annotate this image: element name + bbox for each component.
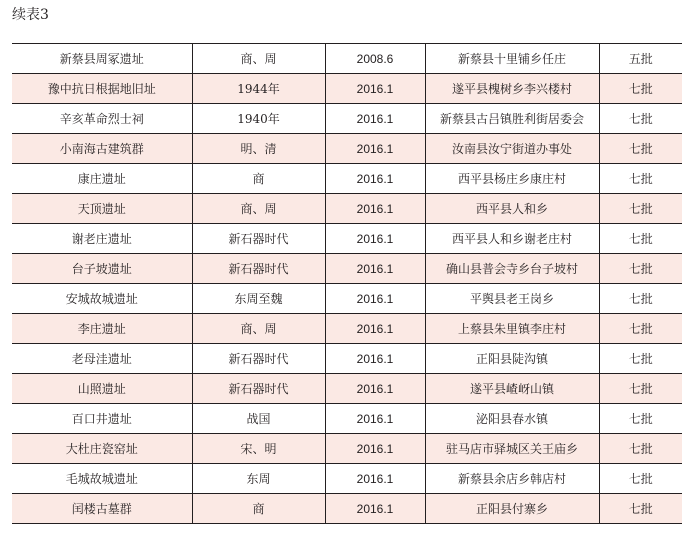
year-cell: 2016.1: [325, 224, 425, 254]
year-cell: 2016.1: [325, 284, 425, 314]
location-cell: 新蔡县余店乡韩店村: [425, 464, 599, 494]
location-cell: 遂平县嵖岈山镇: [425, 374, 599, 404]
era-cell: 商: [192, 494, 325, 524]
table-body: [12, 44, 682, 524]
era-cell: 东周至魏: [192, 284, 325, 314]
site-name-cell: 百口井遗址: [12, 404, 192, 434]
year-cell: 2016.1: [325, 254, 425, 284]
location-cell: 新蔡县十里铺乡任庄: [425, 44, 599, 74]
batch-cell: 七批: [599, 404, 682, 434]
site-name-cell: 谢老庄遗址: [12, 224, 192, 254]
year-cell: 2016.1: [325, 494, 425, 524]
batch-cell: 七批: [599, 194, 682, 224]
year-cell: 2016.1: [325, 434, 425, 464]
location-cell: 正阳县陡沟镇: [425, 344, 599, 374]
location-cell: 正阳县付寨乡: [425, 494, 599, 524]
era-cell: 新石器时代: [192, 344, 325, 374]
batch-cell: 七批: [599, 314, 682, 344]
site-name-cell: 台子坡遗址: [12, 254, 192, 284]
era-cell: 宋、明: [192, 434, 325, 464]
site-name-cell: 豫中抗日根据地旧址: [12, 74, 192, 104]
site-name-cell: 辛亥革命烈士祠: [12, 104, 192, 134]
year-cell: 2016.1: [325, 74, 425, 104]
location-cell: 西平县人和乡谢老庄村: [425, 224, 599, 254]
batch-cell: 五批: [599, 44, 682, 74]
site-name-cell: 山照遗址: [12, 374, 192, 404]
location-cell: 新蔡县古吕镇胜利街居委会: [425, 104, 599, 134]
table-row: [12, 224, 682, 254]
era-cell: 商、周: [192, 44, 325, 74]
table-row: [12, 254, 682, 284]
batch-cell: 七批: [599, 374, 682, 404]
table-row: [12, 374, 682, 404]
batch-cell: 七批: [599, 134, 682, 164]
batch-cell: 七批: [599, 494, 682, 524]
table-row: [12, 434, 682, 464]
batch-cell: 七批: [599, 224, 682, 254]
batch-cell: 七批: [599, 434, 682, 464]
table-row: [12, 494, 682, 524]
batch-cell: 七批: [599, 74, 682, 104]
location-cell: 上蔡县朱里镇李庄村: [425, 314, 599, 344]
year-cell: 2016.1: [325, 164, 425, 194]
batch-cell: 七批: [599, 164, 682, 194]
table-row: [12, 344, 682, 374]
site-name-cell: 老母洼遗址: [12, 344, 192, 374]
site-name-cell: 小南海古建筑群: [12, 134, 192, 164]
table-row: [12, 134, 682, 164]
location-cell: 泌阳县春水镇: [425, 404, 599, 434]
year-cell: 2016.1: [325, 374, 425, 404]
era-cell: 商、周: [192, 194, 325, 224]
table-row: [12, 74, 682, 104]
batch-cell: 七批: [599, 464, 682, 494]
year-cell: 2016.1: [325, 404, 425, 434]
year-cell: 2016.1: [325, 314, 425, 344]
table-row: [12, 404, 682, 434]
era-cell: 商、周: [192, 314, 325, 344]
era-cell: 1944年: [192, 74, 325, 104]
site-name-cell: 大杜庄瓷窑址: [12, 434, 192, 464]
table-row: [12, 44, 682, 74]
batch-cell: 七批: [599, 104, 682, 134]
location-cell: 遂平县槐树乡李兴楼村: [425, 74, 599, 104]
era-cell: 1940年: [192, 104, 325, 134]
location-cell: 西平县杨庄乡康庄村: [425, 164, 599, 194]
site-name-cell: 新蔡县周冢遗址: [12, 44, 192, 74]
year-cell: 2016.1: [325, 464, 425, 494]
site-name-cell: 李庄遗址: [12, 314, 192, 344]
year-cell: 2016.1: [325, 104, 425, 134]
era-cell: 新石器时代: [192, 224, 325, 254]
site-name-cell: 毛城故城遗址: [12, 464, 192, 494]
location-cell: 西平县人和乡: [425, 194, 599, 224]
table-row: [12, 164, 682, 194]
batch-cell: 七批: [599, 344, 682, 374]
year-cell: 2016.1: [325, 134, 425, 164]
table-row: [12, 104, 682, 134]
location-cell: 确山县普会寺乡台子坡村: [425, 254, 599, 284]
site-name-cell: 天顶遗址: [12, 194, 192, 224]
location-cell: 驻马店市驿城区关王庙乡: [425, 434, 599, 464]
site-name-cell: 康庄遗址: [12, 164, 192, 194]
table-row: [12, 314, 682, 344]
batch-cell: 七批: [599, 284, 682, 314]
era-cell: 东周: [192, 464, 325, 494]
table-row: [12, 464, 682, 494]
year-cell: 2016.1: [325, 344, 425, 374]
year-cell: 2008.6: [325, 44, 425, 74]
era-cell: 商: [192, 164, 325, 194]
batch-cell: 七批: [599, 254, 682, 284]
table-row: [12, 284, 682, 314]
year-cell: 2016.1: [325, 194, 425, 224]
site-name-cell: 安城故城遗址: [12, 284, 192, 314]
table-row: [12, 194, 682, 224]
era-cell: 战国: [192, 404, 325, 434]
era-cell: 新石器时代: [192, 374, 325, 404]
table-caption: 续表3: [12, 7, 49, 23]
era-cell: 明、清: [192, 134, 325, 164]
location-cell: 平舆县老王岗乡: [425, 284, 599, 314]
site-name-cell: 闰楼古墓群: [12, 494, 192, 524]
location-cell: 汝南县汝宁街道办事处: [425, 134, 599, 164]
era-cell: 新石器时代: [192, 254, 325, 284]
heritage-table: [12, 44, 682, 524]
